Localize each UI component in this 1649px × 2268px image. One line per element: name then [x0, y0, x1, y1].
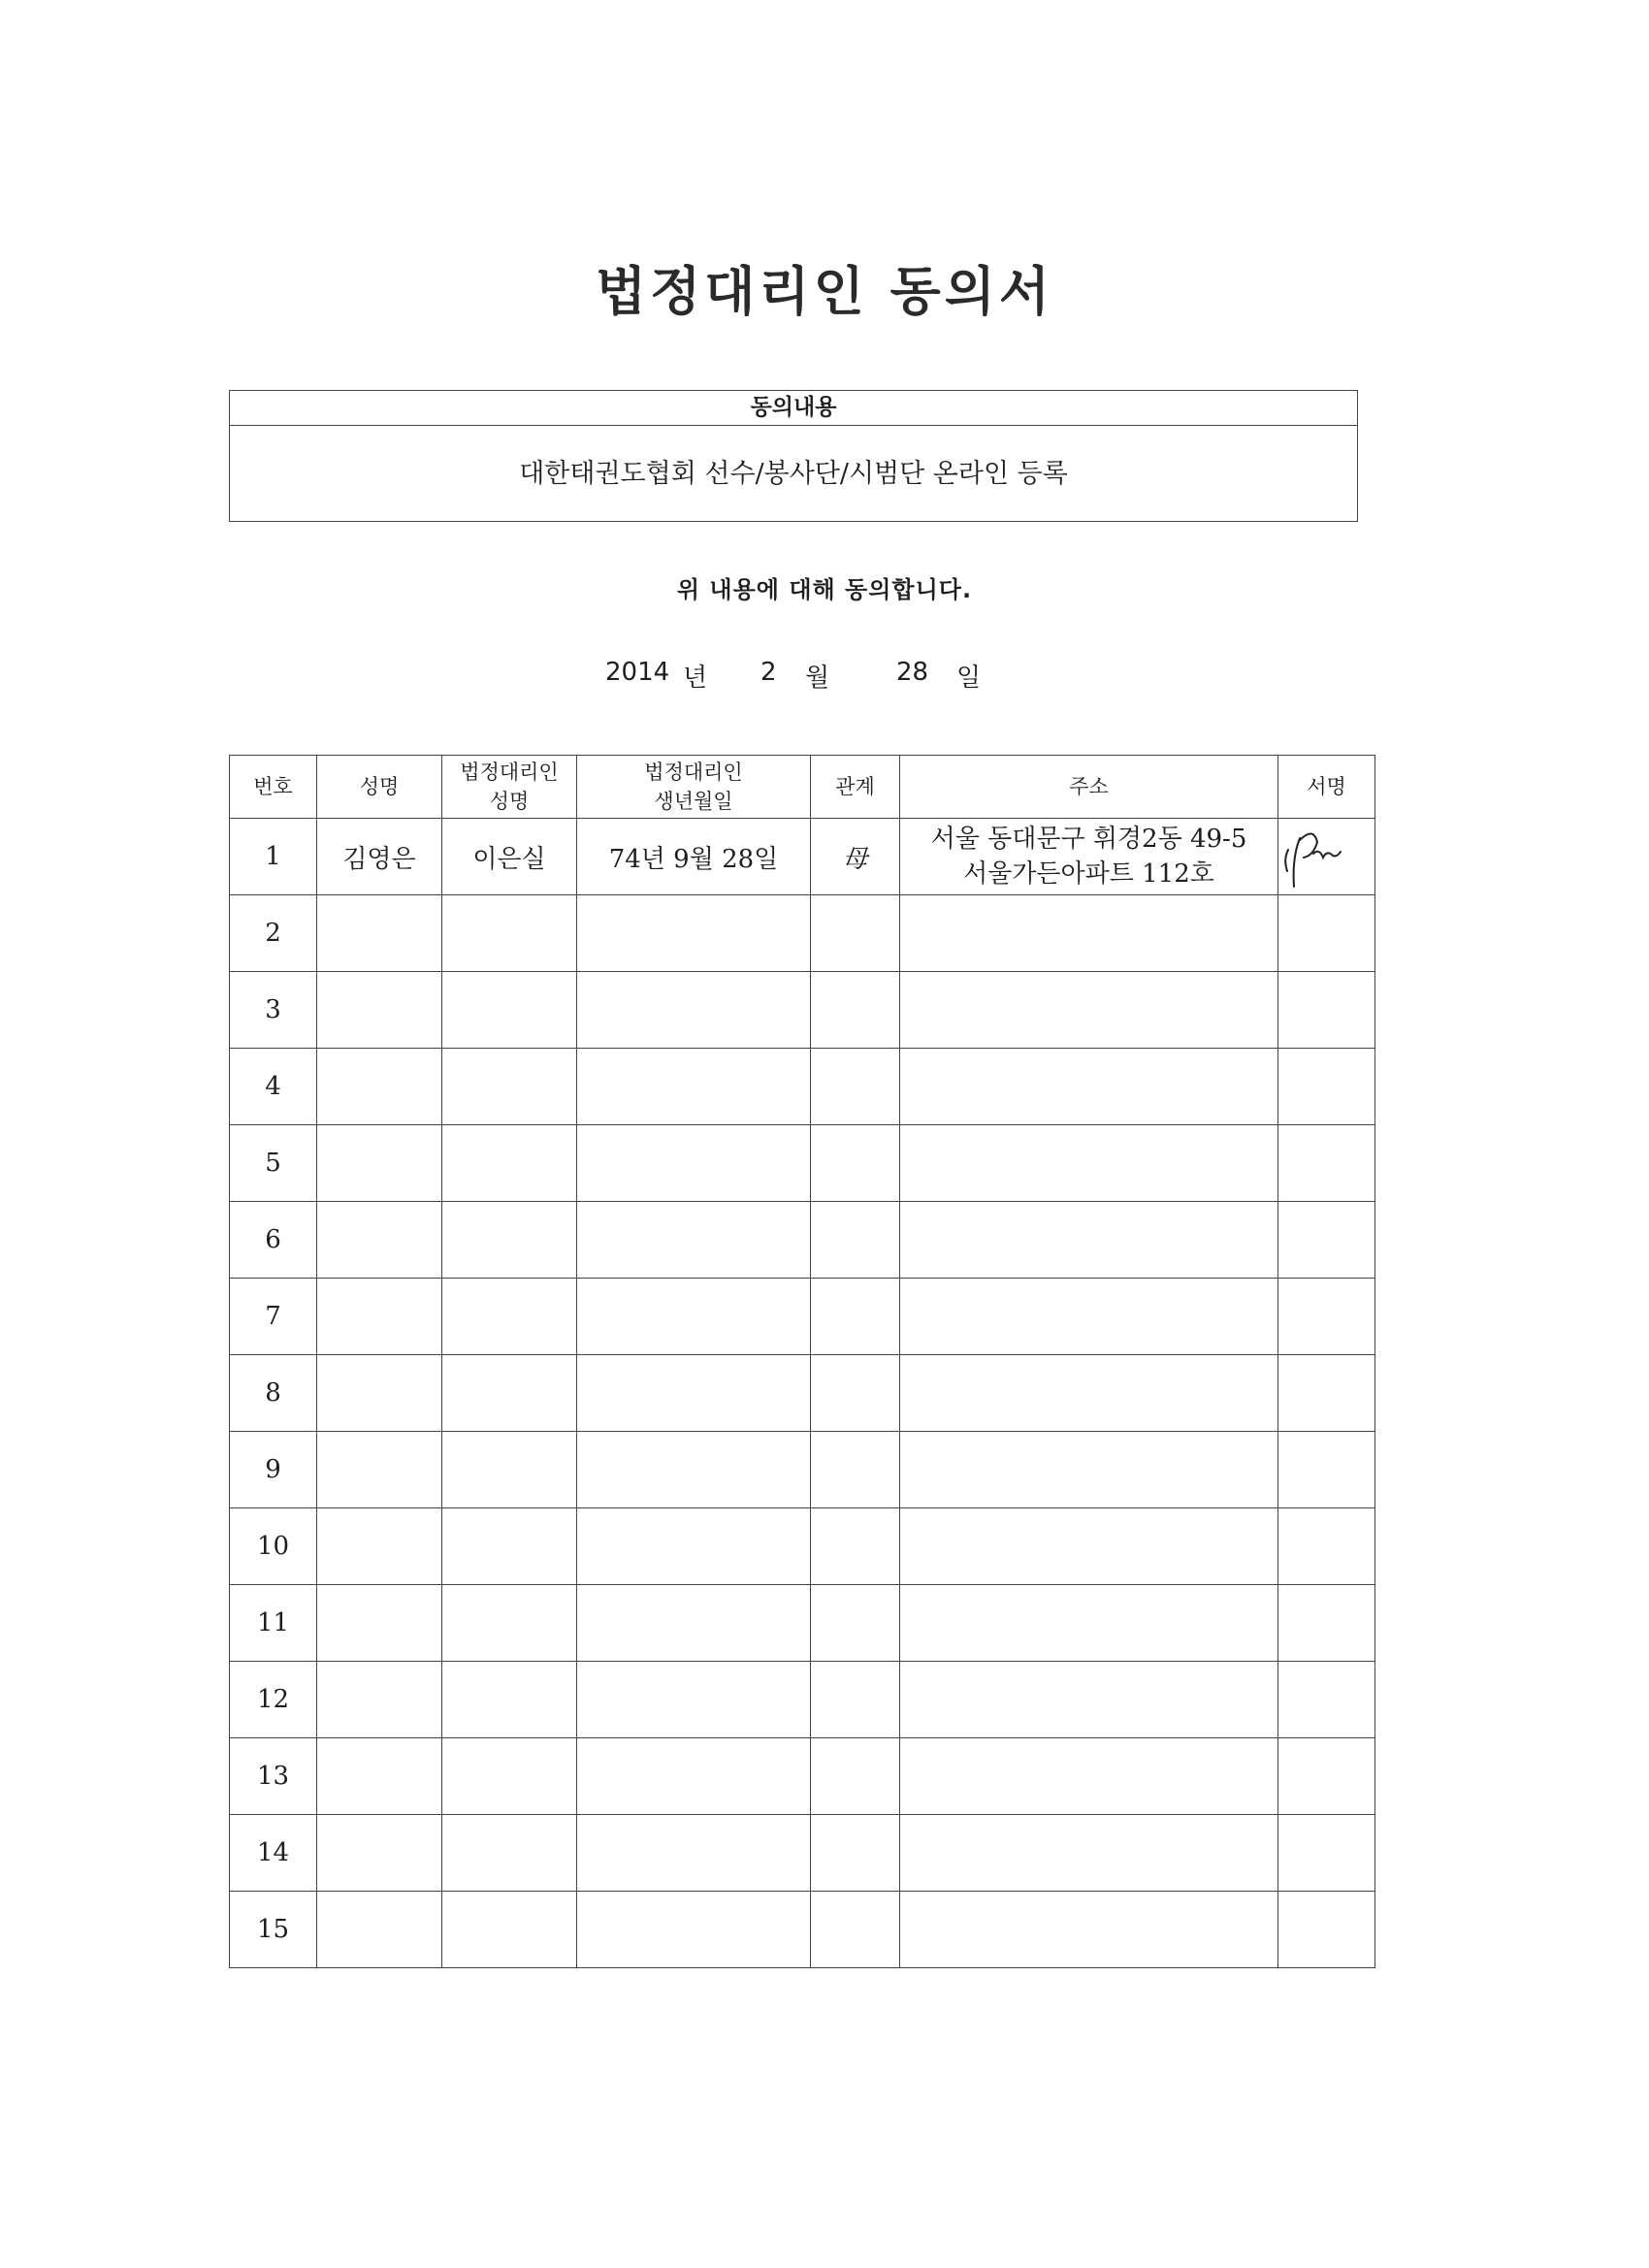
header-guardian-name-line2: 성명: [489, 790, 530, 813]
cell-signature: [1278, 1585, 1375, 1662]
table-row: [230, 1049, 1375, 1125]
header-relation: 관계: [811, 756, 900, 819]
cell-name: [317, 1662, 442, 1738]
table-row: [230, 1355, 1375, 1432]
header-guardian-birth-line1: 법정대리인: [644, 761, 743, 784]
header-no: 번호: [230, 756, 317, 819]
handwritten-signature: [1280, 821, 1374, 892]
address-line-2: 서울가든아파트 112호: [963, 859, 1214, 889]
cell-guardian-name: 이은실: [442, 819, 577, 895]
cell-no: 7: [230, 1279, 317, 1355]
cell-no: 14: [230, 1815, 317, 1892]
cell-relation: [811, 1049, 900, 1125]
cell-relation: [811, 1125, 900, 1202]
cell-name: [317, 895, 442, 972]
cell-address: [900, 1125, 1278, 1202]
cell-signature: [1278, 972, 1375, 1049]
cell-relation: [811, 1202, 900, 1279]
cell-guardian-name: [442, 1279, 577, 1355]
cell-relation: [811, 1432, 900, 1508]
cell-no: 5: [230, 1125, 317, 1202]
cell-guardian-birth: [577, 1049, 811, 1125]
cell-relation: [811, 1892, 900, 1968]
cell-signature: [1278, 1125, 1375, 1202]
cell-no: 6: [230, 1202, 317, 1279]
header-guardian-name: [442, 756, 577, 819]
header-guardian-birth: [577, 756, 811, 819]
date-month-unit: 월: [805, 664, 830, 693]
cell-guardian-name: [442, 1815, 577, 1892]
cell-address: [900, 1815, 1278, 1892]
cell-guardian-name: [442, 1738, 577, 1815]
cell-address: [900, 1738, 1278, 1815]
cell-guardian-birth: [577, 1202, 811, 1279]
cell-address: [900, 1585, 1278, 1662]
cell-guardian-name: [442, 1355, 577, 1432]
cell-guardian-birth: [577, 1662, 811, 1738]
date-day-unit: 일: [956, 664, 982, 693]
cell-guardian-name: [442, 1432, 577, 1508]
date-day: 28: [896, 658, 929, 687]
cell-guardian-name: [442, 1508, 577, 1585]
cell-name: [317, 1279, 442, 1355]
cell-guardian-birth: [577, 1815, 811, 1892]
cell-name: [317, 1432, 442, 1508]
consent-box: [229, 390, 1358, 522]
cell-relation: [811, 1815, 900, 1892]
cell-name: [317, 1815, 442, 1892]
document-title: 법정대리인 동의서: [595, 261, 1054, 322]
cell-name: [317, 1125, 442, 1202]
cell-guardian-birth: [577, 1279, 811, 1355]
table-body: [230, 819, 1375, 1968]
table-row: [230, 1279, 1375, 1355]
cell-relation: [811, 1279, 900, 1355]
cell-signature: [1278, 1279, 1375, 1355]
cell-name: [317, 1508, 442, 1585]
cell-name: [317, 1049, 442, 1125]
cell-address: [900, 1355, 1278, 1432]
cell-name: 김영은: [317, 819, 442, 895]
table-row: [230, 1125, 1375, 1202]
table-header-row: [230, 756, 1375, 819]
cell-address: [900, 1279, 1278, 1355]
table-row: [230, 1815, 1375, 1892]
cell-guardian-name: [442, 1892, 577, 1968]
cell-guardian-name: [442, 1585, 577, 1662]
table-row: [230, 1202, 1375, 1279]
cell-name: [317, 972, 442, 1049]
cell-address: [900, 1432, 1278, 1508]
cell-guardian-name: [442, 1202, 577, 1279]
cell-relation: [811, 1508, 900, 1585]
date-month: 2: [760, 658, 777, 687]
cell-address: [900, 1202, 1278, 1279]
table-row: [230, 819, 1375, 895]
cell-guardian-name: [442, 1125, 577, 1202]
table-row: [230, 972, 1375, 1049]
cell-name: [317, 1355, 442, 1432]
guardian-roster-table: [229, 755, 1375, 1968]
address-line-1: 서울 동대문구 휘경2동 49-5: [930, 825, 1247, 854]
cell-guardian-birth: 74년 9월 28일: [577, 819, 811, 895]
cell-name: [317, 1738, 442, 1815]
cell-signature: [1278, 1815, 1375, 1892]
table-row: [230, 1662, 1375, 1738]
cell-signature: [1278, 1049, 1375, 1125]
cell-name: [317, 1585, 442, 1662]
cell-signature: [1278, 1892, 1375, 1968]
cell-name: [317, 1892, 442, 1968]
cell-address: [900, 1049, 1278, 1125]
cell-no: 1: [230, 819, 317, 895]
cell-relation: [811, 1662, 900, 1738]
cell-no: 11: [230, 1585, 317, 1662]
date-year: 2014: [605, 658, 670, 687]
cell-relation: [811, 972, 900, 1049]
table-row: [230, 1738, 1375, 1815]
cell-no: 15: [230, 1892, 317, 1968]
cell-guardian-name: [442, 895, 577, 972]
cell-no: 2: [230, 895, 317, 972]
cell-guardian-birth: [577, 1355, 811, 1432]
cell-guardian-birth: [577, 1508, 811, 1585]
cell-signature: [1278, 1662, 1375, 1738]
cell-guardian-birth: [577, 1738, 811, 1815]
cell-relation: [811, 1355, 900, 1432]
table-row: [230, 1585, 1375, 1662]
cell-name: [317, 1202, 442, 1279]
table-row: [230, 1892, 1375, 1968]
cell-signature: [1278, 1508, 1375, 1585]
cell-guardian-birth: [577, 895, 811, 972]
table-row: [230, 895, 1375, 972]
cell-signature: [1278, 1432, 1375, 1508]
cell-guardian-name: [442, 1049, 577, 1125]
cell-address: [900, 819, 1278, 895]
cell-guardian-birth: [577, 1432, 811, 1508]
header-name: 성명: [317, 756, 442, 819]
cell-guardian-birth: [577, 1585, 811, 1662]
cell-signature: [1278, 1202, 1375, 1279]
cell-guardian-birth: [577, 972, 811, 1049]
cell-no: 10: [230, 1508, 317, 1585]
date-year-unit: 년: [683, 664, 708, 693]
agreement-text: 위 내용에 대해 동의합니다.: [676, 576, 973, 603]
consent-header: 동의내용: [230, 391, 1357, 426]
cell-relation: [811, 1585, 900, 1662]
cell-address: [900, 1892, 1278, 1968]
header-guardian-name-line1: 법정대리인: [460, 761, 559, 784]
cell-guardian-name: [442, 1662, 577, 1738]
header-address: 주소: [900, 756, 1278, 819]
cell-guardian-birth: [577, 1892, 811, 1968]
cell-address: [900, 895, 1278, 972]
consent-content: 대한태권도협회 선수/봉사단/시범단 온라인 등록: [519, 459, 1068, 489]
cell-signature: [1278, 819, 1375, 895]
cell-address: [900, 1662, 1278, 1738]
cell-no: 9: [230, 1432, 317, 1508]
table-row: [230, 1432, 1375, 1508]
cell-signature: [1278, 1355, 1375, 1432]
cell-guardian-name: [442, 972, 577, 1049]
cell-signature: [1278, 1738, 1375, 1815]
header-guardian-birth-line2: 생년월일: [654, 790, 733, 813]
cell-relation: 母: [811, 819, 900, 895]
cell-no: 4: [230, 1049, 317, 1125]
cell-no: 8: [230, 1355, 317, 1432]
cell-guardian-birth: [577, 1125, 811, 1202]
cell-relation: [811, 1738, 900, 1815]
cell-signature: [1278, 895, 1375, 972]
cell-address: [900, 972, 1278, 1049]
table-row: [230, 1508, 1375, 1585]
cell-address: [900, 1508, 1278, 1585]
header-signature: 서명: [1278, 756, 1375, 819]
cell-no: 3: [230, 972, 317, 1049]
cell-no: 13: [230, 1738, 317, 1815]
cell-relation: [811, 895, 900, 972]
cell-no: 12: [230, 1662, 317, 1738]
